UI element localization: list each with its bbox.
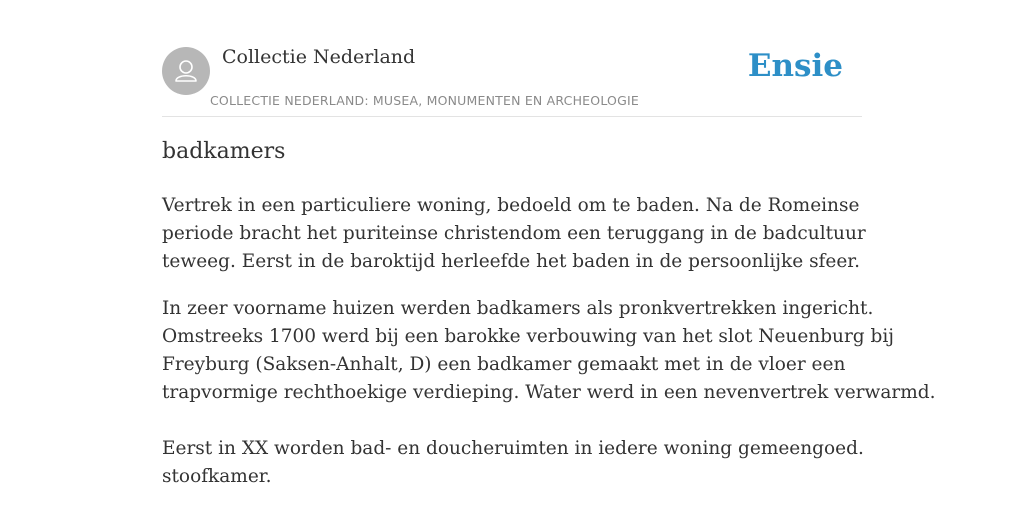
paragraph-3 [162, 435, 872, 491]
paragraph-1 [162, 192, 872, 276]
paragraph-2 [162, 295, 936, 407]
text-line: Vertrek in een particuliere woning, bedoeld om te baden. Na de Romeinse [162, 195, 860, 216]
text-line: Omstreeks 1700 werd bij een barokke verbouwing van het slot Neuenburg bij [162, 326, 895, 347]
text-line: periode bracht het puriteinse christendom een teruggang in de badcultuur [162, 223, 866, 244]
site-logo[interactable]: Ensie [747, 48, 843, 84]
user-silhouette-icon [162, 47, 210, 95]
text-line: stoofkamer. [162, 466, 272, 487]
article-header [162, 44, 862, 117]
article-title: badkamers [162, 139, 286, 164]
author-name[interactable]: Collectie Nederland [222, 46, 416, 68]
text-line: trapvormige rechthoekige verdieping. Water werd in een nevenvertrek verwarmd. [162, 382, 936, 403]
avatar[interactable] [162, 47, 210, 95]
source-label[interactable]: COLLECTIE NEDERLAND: MUSEA, MONUMENTEN EN ARCHEOLOGIE [210, 93, 639, 108]
text-line: Eerst in XX worden bad- en doucheruimten in iedere woning gemeengoed. [162, 438, 864, 459]
text-line: teweeg. Eerst in de baroktijd herleefde het baden in de persoonlijke sfeer. [162, 251, 860, 272]
article-body [162, 192, 936, 491]
text-line: Freyburg (Saksen-Anhalt, D) een badkamer gemaakt met in de vloer een [162, 354, 846, 375]
text-line: In zeer voorname huizen werden badkamers als pronkvertrekken ingericht. [162, 298, 874, 319]
